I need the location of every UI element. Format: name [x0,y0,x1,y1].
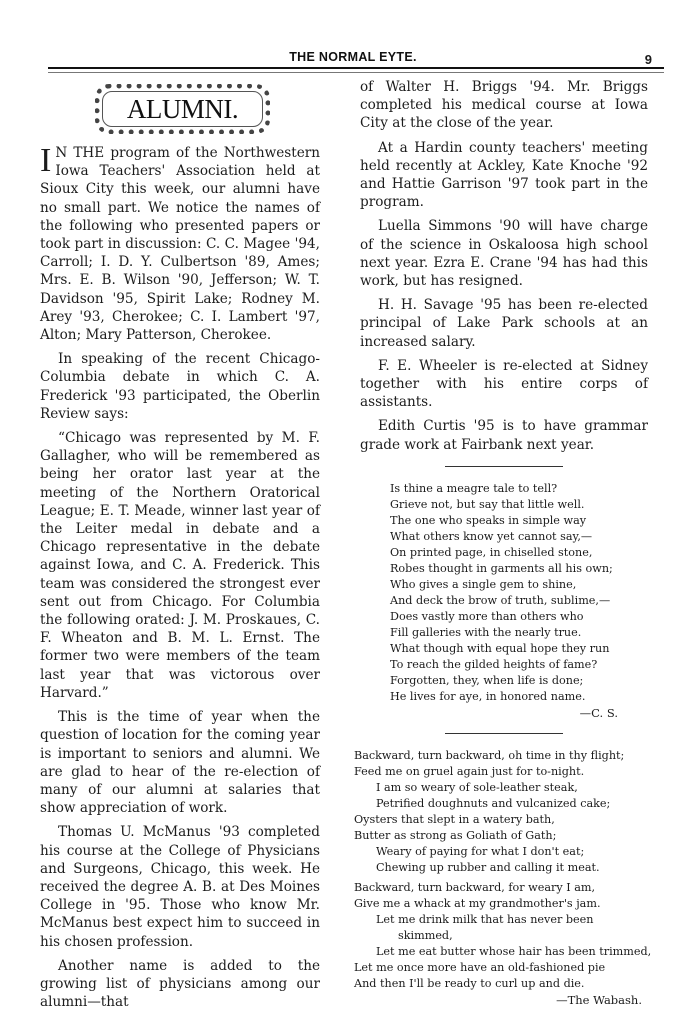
article-paragraph: F. E. Wheeler is re-elected at Sidney together with his entire corps of assistants. [360,357,648,411]
poem-line: Feed me on gruel again just for to-night. [354,764,585,778]
poem-signature: —The Wabash. [556,992,642,1007]
poem-line: Grieve not, but say that little well. [390,497,585,511]
poem-wabash [354,748,652,1008]
article-paragraph-continued: of Walter H. Briggs '94. Mr. Briggs completed his medical course at Iowa City at the close of the year. [360,79,648,132]
poem-line: Let me drink milk that has never been [376,912,594,926]
lead-in: N THE [55,145,105,161]
right-column [354,78,652,1008]
page-number: 9 [644,52,652,67]
article-paragraph: H. H. Savage '95 has been re-elected principal of Lake Park schools at an increased salary. [360,297,648,350]
poem-line: And deck the brow of truth, sublime,— [390,593,611,607]
poem-line: What others know yet cannot say,— [390,529,593,543]
drop-cap: I [40,142,52,179]
quoted-paragraph: “Chicago was represented by M. F. Gallagher, who will be remembered as being her orator last year at the meeting of the Northern Oratorical League; E. T. Meade, winner last year of the Leiter medal in debate and a Chicago representative in the debate against Iowa, and C. A. Frederick. This team was considered the strongest ever sent out from Chicago. For Columbia the following orated: J. M. Proskaues, C. F. Wheaton and B. M. L. Ernst. The former two were members of the team last year that was victorous over Harvard.” [40,430,320,701]
header-rule-thick [48,67,664,69]
section-divider [445,733,563,734]
poem-line: Backward, turn backward, oh time in thy flight; [354,748,625,762]
alumni-ornamental-frame [95,84,270,134]
poem-line: Petrified doughnuts and vulcanized cake; [376,796,611,810]
section-title: ALUMNI. [126,93,239,124]
article-paragraph: Luella Simmons '90 will have charge of the science in Oskaloosa high school next year. Ezra E. Crane '94 has had this work, but has resigned. [360,218,648,290]
poem-line: I am so weary of sole-leather steak, [376,780,578,794]
poem-line: Give me a whack at my grandmother's jam. [354,896,601,910]
left-column [40,84,320,1017]
paragraph-text: program of the Northwestern Iowa Teachers' Association held at Sioux City this week, our alumni have no small part. We notice the names of the following who presented papers or took part in discussion: C. C. Magee '94, Carroll; I. D. Y. Culbertson '89, Ames; Mrs. E. B. Wilson '90, Jefferson; W. T. Davidson '95, Spirit Lake; Rodney M. Arey '93, Cherokee; C. I. Lambert '97, Alton; Mary Patterson, Cherokee. [40,145,320,344]
poem-line: skimmed, [398,928,453,942]
poem-signature: —C. S. [579,705,618,720]
header-rule-thin [48,72,664,73]
section-divider [445,466,563,467]
poem-cs [390,481,648,721]
article-paragraph: At a Hardin county teachers' meeting held recently at Ackley, Kate Knoche '92 and Hattie Garrison '97 took part in the program. [360,139,648,211]
article-paragraph: In speaking of the recent Chicago-Columbia debate in which C. A. Frederick '93 participated, the Oberlin Review says: [40,351,320,422]
publication-title: THE NORMAL EYTE. [289,50,417,64]
poem-line: To reach the gilded heights of fame? [390,657,598,671]
article-paragraph [40,144,320,344]
poem-line: Robes thought in garments all his own; [390,561,613,575]
poem-line: Weary of paying for what I don't eat; [376,844,585,858]
article-paragraph: Thomas U. McManus '93 completed his course at the College of Physicians and Surgeons, Chicago, this week. He received the degree A. B. at Des Moines College in '95. Those who know Mr. McManus best expect him to succeed in his chosen profession. [40,824,320,950]
poem-line: Chewing up rubber and calling it meat. [376,860,600,874]
poem-line: On printed page, in chiselled stone, [390,545,593,559]
poem-line: Is thine a meagre tale to tell? [390,481,558,495]
article-paragraph: This is the time of year when the question of location for the coming year is important to seniors and alumni. We are glad to hear of the re-election of many of our alumni at salaries that show appreciation of work. [40,709,320,817]
poem-line: Forgotten, they, when life is done; [390,673,584,687]
poem-line: Let me once more have an old-fashioned pie [354,960,606,974]
poem-line: What though with equal hope they run [390,641,610,655]
poem-line: He lives for aye, in honored name. [390,689,586,703]
poem-line: Let me eat butter whose hair has been trimmed, [376,944,652,958]
poem-line: And then I'll be ready to curl up and die. [354,976,585,990]
poem-line: Backward, turn backward, for weary I am, [354,880,596,894]
poem-line: Who gives a single gem to shine, [390,577,577,591]
poem-line: Butter as strong as Goliath of Gath; [354,828,557,842]
article-paragraph: Edith Curtis '95 is to have grammar grade work at Fairbank next year. [360,418,648,453]
poem-line: Oysters that slept in a watery bath, [354,812,555,826]
article-paragraph: Another name is added to the growing list of physicians among our alumni—that [40,957,320,1011]
poem-line: The one who speaks in simple way [390,513,587,527]
poem-line: Fill galleries with the nearly true. [390,625,582,639]
poem-line: Does vastly more than others who [390,609,584,623]
